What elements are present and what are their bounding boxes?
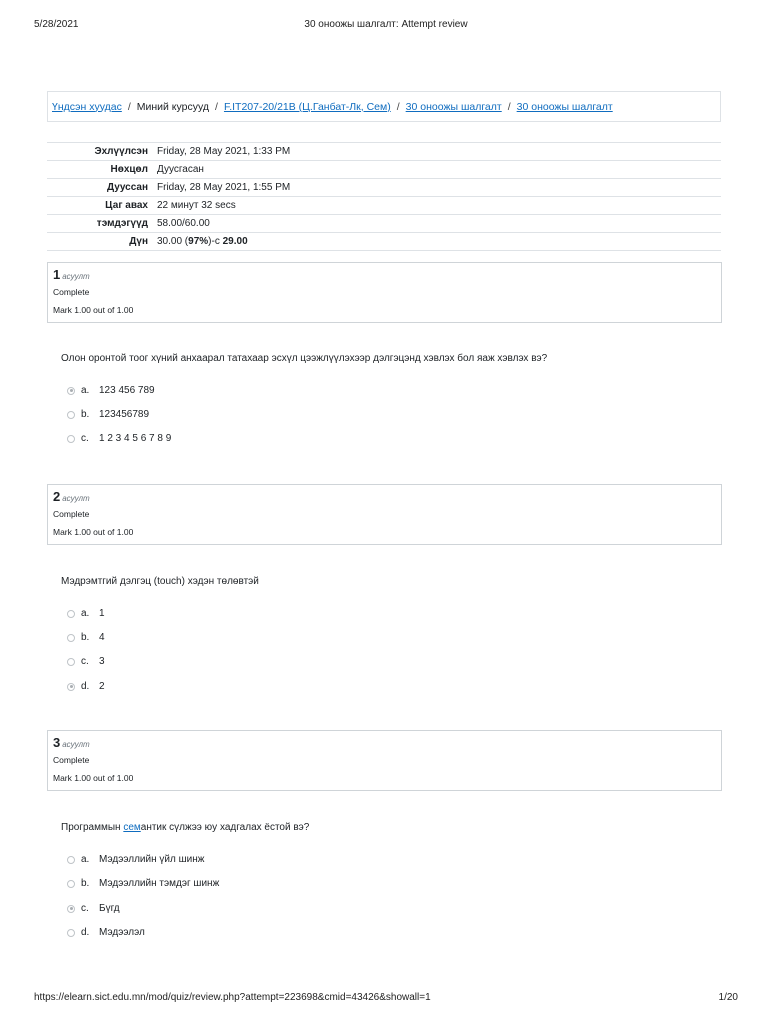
radio-icon[interactable] — [67, 880, 75, 888]
question-text-part: Программын — [61, 822, 124, 833]
radio-icon[interactable] — [67, 634, 75, 642]
question-info-3 — [47, 730, 722, 791]
radio-checked-icon[interactable] — [67, 905, 75, 913]
question-grade: Mark 1.00 out of 1.00 — [53, 305, 134, 315]
question-state: Complete — [53, 755, 90, 765]
question-number: 3 — [53, 735, 61, 750]
grade-total: 29.00 — [222, 236, 248, 247]
summary-label: Нөхцөл — [110, 164, 148, 175]
answer-option[interactable] — [67, 409, 149, 420]
breadcrumb-separator: / — [215, 100, 218, 113]
breadcrumb — [47, 91, 721, 122]
grade-mid: )-с — [208, 236, 223, 247]
summary-row-completed — [47, 179, 721, 197]
answer-option[interactable] — [67, 681, 105, 692]
answer-letter: a. — [81, 608, 90, 619]
answer-option[interactable] — [67, 903, 120, 914]
breadcrumb-separator: / — [127, 100, 131, 113]
summary-row-started — [47, 143, 721, 161]
glossary-link[interactable]: сем — [123, 822, 141, 833]
answer-letter: d. — [81, 681, 90, 692]
print-header — [34, 19, 738, 30]
print-url: https://elearn.sict.edu.mn/mod/quiz/review.php?attempt=223698&cmid=43426&showall=1 — [34, 992, 431, 1003]
answer-option[interactable] — [67, 656, 105, 667]
summary-value: Friday, 28 May 2021, 1:33 PM — [157, 146, 291, 157]
answer-text: 123456789 — [99, 409, 150, 420]
print-footer — [34, 992, 738, 1003]
answer-letter: a. — [81, 385, 90, 396]
answer-letter: c. — [81, 903, 89, 914]
radio-icon[interactable] — [67, 856, 75, 864]
answer-text: 1 2 3 4 5 6 7 8 9 — [99, 433, 172, 444]
breadcrumb-my-courses: Миний курсууд — [136, 100, 210, 113]
answer-letter: c. — [81, 656, 89, 667]
radio-checked-icon[interactable] — [67, 387, 75, 395]
answer-option[interactable] — [67, 927, 145, 938]
answer-option[interactable] — [67, 433, 171, 444]
question-state: Complete — [53, 287, 90, 297]
summary-value: Friday, 28 May 2021, 1:55 PM — [157, 182, 291, 193]
answer-letter: d. — [81, 927, 90, 938]
breadcrumb-home-link[interactable]: Үндсэн хуудас — [52, 100, 122, 113]
attempt-summary-table — [47, 142, 721, 251]
question-text-2: Мэдрэмтгий дэлгэц (touch) хэдэн төлөвтэй — [61, 576, 259, 587]
question-number: 2 — [53, 489, 61, 504]
answer-text: Бүгд — [99, 903, 120, 914]
breadcrumb-separator: / — [507, 100, 511, 113]
radio-icon[interactable] — [67, 658, 75, 666]
answer-letter: b. — [81, 409, 90, 420]
question-text-part: антик сүлжээ юу хадгалах ёстой вэ? — [140, 822, 310, 833]
summary-value — [152, 233, 721, 251]
answer-letter: b. — [81, 878, 90, 889]
summary-value: 58.00/60.00 — [157, 218, 210, 229]
answer-letter: a. — [81, 854, 90, 865]
breadcrumb-course-link[interactable]: F.IT207-20/21B (Ц.Ганбат-Лк, Сем) — [223, 100, 391, 113]
question-grade: Mark 1.00 out of 1.00 — [53, 527, 134, 537]
answer-option[interactable] — [67, 632, 105, 643]
question-text-3 — [61, 822, 309, 833]
summary-value: Дуусгасан — [157, 164, 204, 175]
answer-option[interactable] — [67, 854, 204, 865]
breadcrumb-separator: / — [396, 100, 400, 113]
print-date: 5/28/2021 — [34, 19, 79, 30]
grade-prefix: 30.00 ( — [157, 236, 189, 247]
radio-checked-icon[interactable] — [67, 683, 75, 691]
summary-row-grade — [47, 233, 721, 251]
answer-option[interactable] — [67, 385, 155, 396]
answer-text: Мэдээллийн тэмдэг шинж — [99, 878, 220, 889]
radio-icon[interactable] — [67, 610, 75, 618]
answer-text: Мэдээлэл — [99, 927, 145, 938]
answer-text: Мэдээллийн үйл шинж — [99, 854, 205, 865]
question-word: асуулт — [62, 494, 90, 503]
breadcrumb-quiz-review-link[interactable]: 30 оноожы шалгалт — [516, 100, 613, 113]
summary-value: 22 минут 32 secs — [157, 200, 236, 211]
question-text-1: Олон оронтой тоог хүний анхаарал татахаар эсхүл цээжлүүлэхээр дэлгэцэнд хэвлэх бол яаж хэвлэх вэ? — [61, 353, 548, 364]
summary-label: Эхлүүлсэн — [94, 146, 148, 157]
radio-icon[interactable] — [67, 411, 75, 419]
question-info-2 — [47, 484, 722, 545]
summary-label: Дүн — [129, 236, 148, 247]
question-number: 1 — [53, 267, 61, 282]
grade-percent: 97% — [188, 236, 209, 247]
question-word: асуулт — [62, 272, 90, 281]
summary-label: Дууссан — [107, 182, 148, 193]
radio-icon[interactable] — [67, 435, 75, 443]
answer-letter: b. — [81, 632, 90, 643]
answer-letter: c. — [81, 433, 89, 444]
print-title: 30 оноожы шалгалт: Attempt review — [304, 19, 468, 30]
question-grade: Mark 1.00 out of 1.00 — [53, 773, 134, 783]
radio-icon[interactable] — [67, 929, 75, 937]
summary-row-time-taken — [47, 197, 721, 215]
question-word: асуулт — [62, 740, 90, 749]
answer-text: 1 — [99, 608, 105, 619]
answer-text: 4 — [99, 632, 105, 643]
question-info-1 — [47, 262, 722, 323]
question-state: Complete — [53, 509, 90, 519]
answer-text: 2 — [99, 681, 105, 692]
summary-row-marks — [47, 215, 721, 233]
answer-option[interactable] — [67, 878, 219, 889]
answer-text: 3 — [99, 656, 105, 667]
answer-option[interactable] — [67, 608, 105, 619]
print-page-number: 1/20 — [718, 992, 738, 1003]
breadcrumb-quiz-link[interactable]: 30 оноожы шалгалт — [405, 100, 502, 113]
summary-label: тэмдэгүүд — [96, 218, 148, 229]
answer-text: 123 456 789 — [99, 385, 155, 396]
summary-label: Цаг авах — [105, 200, 148, 211]
summary-row-state — [47, 161, 721, 179]
